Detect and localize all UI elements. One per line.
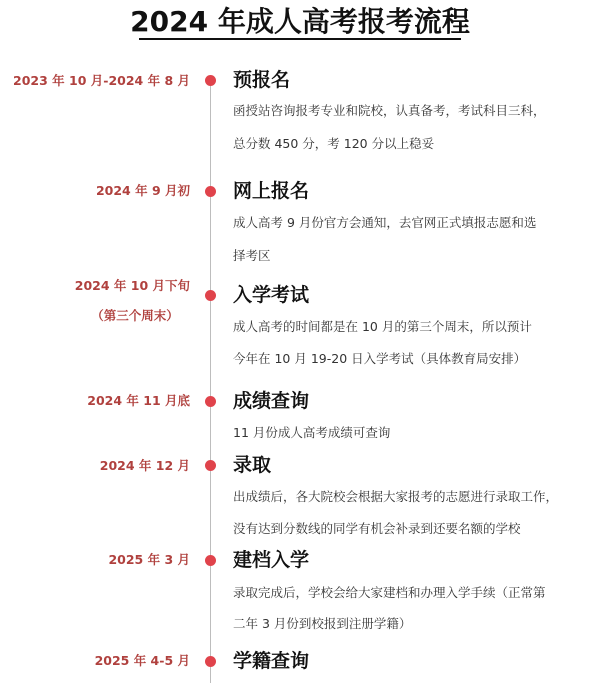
- stage-title: 成绩查询: [233, 390, 310, 412]
- stage-date: 2025 年 3 月: [108, 552, 190, 567]
- timeline-dot-icon: [205, 555, 216, 566]
- timeline-dot-icon: [205, 460, 216, 471]
- timeline-dot-icon: [205, 396, 216, 407]
- timeline-dot-icon: [205, 75, 216, 86]
- stage-title: 网上报名: [233, 180, 310, 202]
- timeline-dot-icon: [205, 186, 216, 197]
- stage-date: 2023 年 10 月-2024 年 8 月: [13, 73, 190, 88]
- stage-title: 录取: [233, 454, 272, 476]
- stage-description-line: 出成绩后，各大院校会根据大家报考的志愿进行录取工作，: [233, 489, 559, 504]
- title-underline: [139, 38, 461, 40]
- timeline-axis: [210, 78, 211, 683]
- timeline-dot-icon: [205, 656, 216, 667]
- page-title: 2024 年成人高考报考流程: [130, 5, 470, 38]
- stage-date: 2024 年 10 月下旬: [74, 278, 190, 293]
- stage-description-line: 没有达到分数线的同学有机会补录到还要名额的学校: [233, 521, 521, 536]
- stage-date: 2024 年 9 月初: [95, 183, 190, 198]
- stage-date: 2024 年 11 月底: [87, 393, 190, 408]
- stage-title: 学籍查询: [233, 650, 310, 672]
- stage-date: 2024 年 12 月: [99, 458, 190, 473]
- timeline-dot-icon: [205, 290, 216, 301]
- stage-title: 预报名: [233, 69, 291, 91]
- stage-description-line: 11 月份成人高考成绩可查询: [233, 425, 391, 440]
- stage-description-line: 成人高考 9 月份官方会通知，去官网正式填报志愿和选: [233, 215, 537, 230]
- stage-description-line: 今年在 10 月 19-20 日入学考试（具体教育局安排）: [233, 351, 527, 366]
- stage-title: 入学考试: [233, 284, 310, 306]
- stage-description-line: 函授站咨询报考专业和院校，认真备考，考试科目三科，: [233, 103, 546, 118]
- stage-date-note: （第三个周末）: [91, 308, 179, 323]
- stage-date: 2025 年 4-5 月: [94, 653, 190, 668]
- stage-description-line: 录取完成后，学校会给大家建档和办理入学手续（正常第: [233, 585, 546, 600]
- stage-description-line: 择考区: [233, 248, 271, 263]
- stage-description-line: 总分数 450 分，考 120 分以上稳妥: [233, 136, 435, 151]
- stage-description-line: 二年 3 月份到校报到注册学籍）: [233, 616, 412, 631]
- stage-title: 建档入学: [233, 549, 310, 571]
- stage-description-line: 成人高考的时间都是在 10 月的第三个周末，所以预计: [233, 319, 532, 334]
